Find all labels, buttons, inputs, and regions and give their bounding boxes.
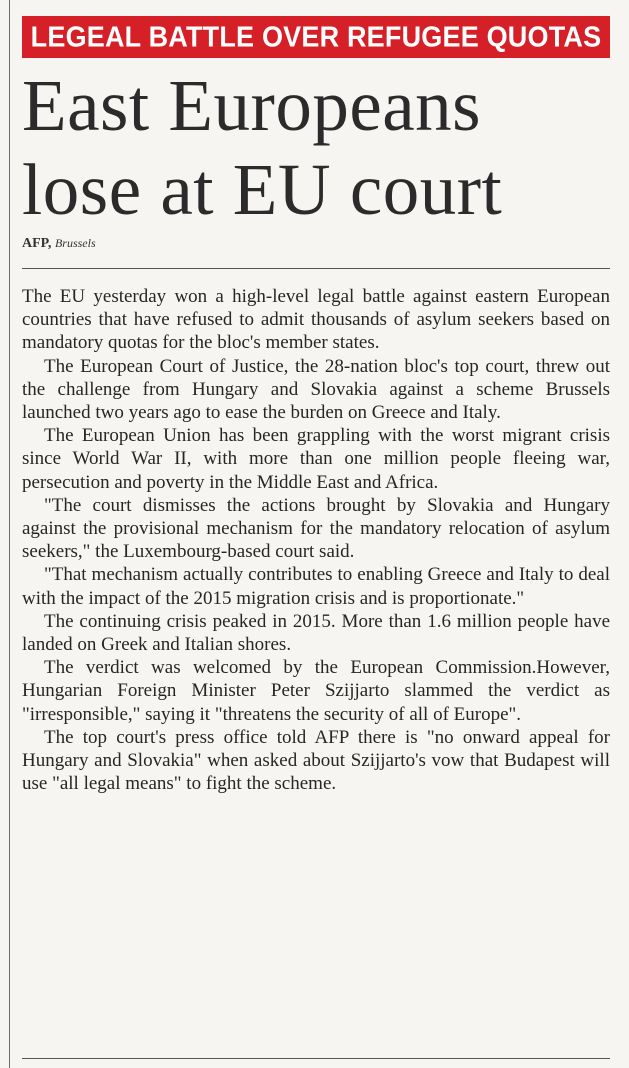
paragraph-3: The European Union has been grappling with the worst migrant crisis since World War II, with more than one million people fleeing war, persecution and poverty in the Middle East and Africa.: [22, 425, 610, 493]
paragraph-4: "The court dismisses the actions brought by Slovakia and Hungary against the provisional mechanism for the mandatory relocation of asylum seekers," the Luxembourg-based court said.: [22, 494, 610, 563]
article-body: [22, 285, 610, 795]
section-kicker: LEGEAL BATTLE OVER REFUGEE QUOTAS: [22, 16, 610, 58]
column-divider: [9, 0, 10, 1068]
headline-line-1: East Europeans: [22, 65, 482, 146]
paragraph-8: The top court's press office told AFP there is "no onward appeal for Hungary and Slovakia" when asked about Szijjarto's vow that Budapest will use "all legal means" to fight the scheme.: [22, 726, 610, 795]
paragraph-1: The EU yesterday won a high-level legal battle against eastern European countries that have refused to admit thousands of asylum seekers based on mandatory quotas for the bloc's member states.: [22, 286, 610, 354]
paragraph-2: The European Court of Justice, the 28-nation bloc's top court, threw out the challenge from Hungary and Slovakia against a scheme Brussels launched two years ago to ease the burden on Greece and Italy.: [22, 355, 610, 424]
headline: [22, 64, 622, 232]
paragraph-6: The continuing crisis peaked in 2015. More than 1.6 million people have landed on Greek and Italian shores.: [22, 610, 610, 656]
bottom-divider: [22, 1058, 610, 1059]
byline-divider: [22, 268, 610, 269]
byline: [22, 236, 96, 252]
headline-line-2: lose at EU court: [22, 149, 503, 230]
paragraph-5: "That mechanism actually contributes to enabling Greece and Italy to deal with the impact of the 2015 migration crisis and is proportionate.": [22, 564, 610, 609]
paragraph-7: The verdict was welcomed by the European Commission.However, Hungarian Foreign Minister Peter Szijjarto slammed the verdict as "irresponsible," saying it "threatens the security of all of Europe".: [22, 657, 610, 725]
byline-location: Brussels: [54, 236, 96, 250]
byline-agency: AFP,: [22, 236, 52, 251]
